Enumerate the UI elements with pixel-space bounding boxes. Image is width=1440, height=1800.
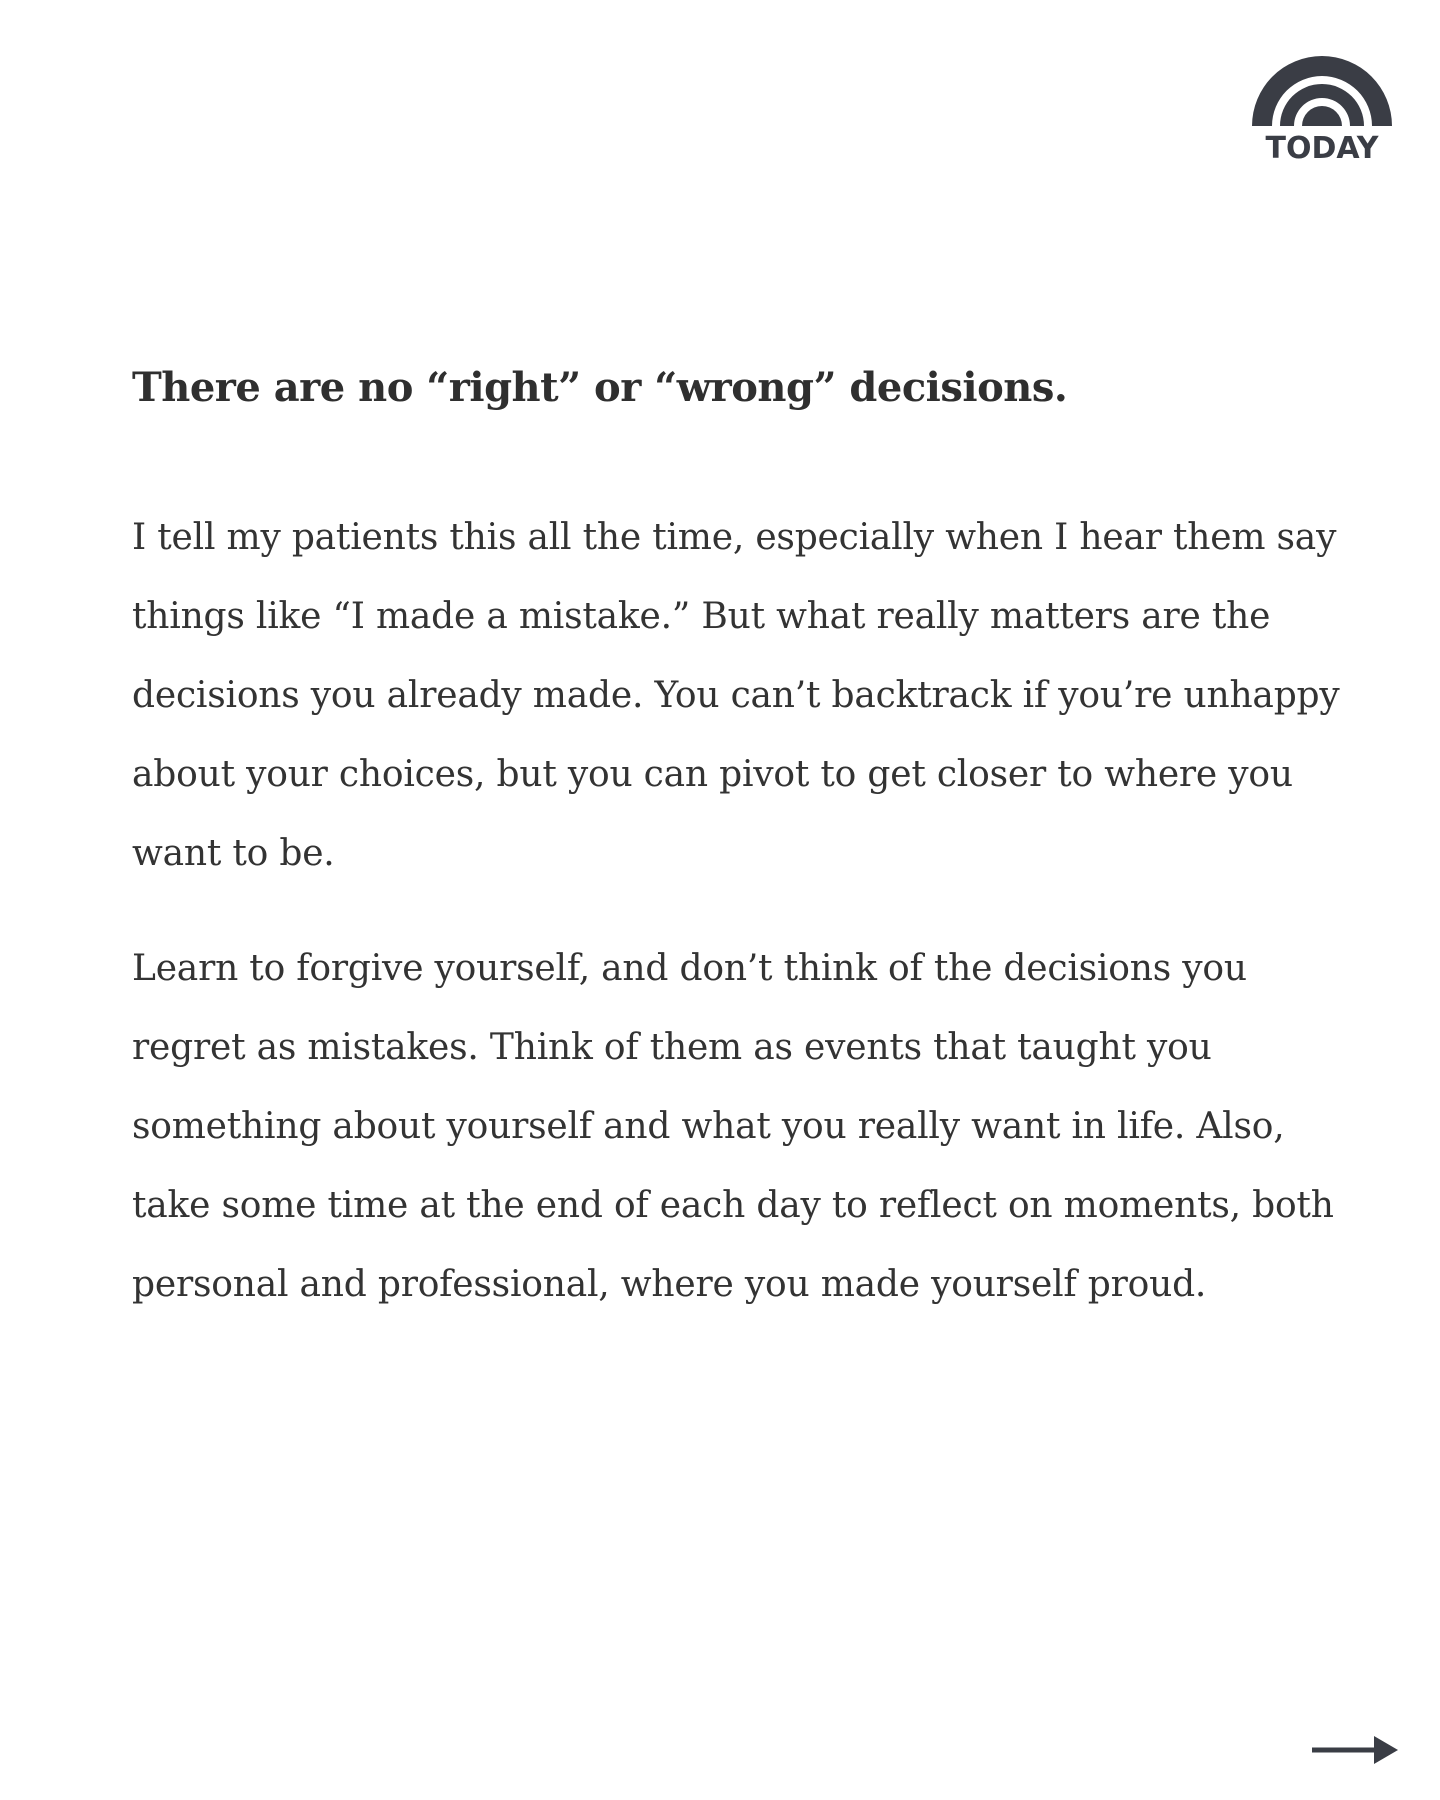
- logo-text: TODAY: [1265, 131, 1379, 166]
- article-paragraph-2: Learn to forgive yourself, and don’t think of the decisions you regret as mistakes. Think of them as events that taught you something about yourself and what you really want in life. Also, take some time at the end of each day to reflect on moments, both personal and professional, where you made yourself proud.: [132, 948, 1334, 1305]
- article-content: [132, 364, 1362, 1324]
- rainbow-arc-icon: [1252, 56, 1392, 132]
- today-logo: [1252, 56, 1392, 164]
- arrow-right-icon: [1312, 1730, 1402, 1770]
- next-slide-button[interactable]: [1312, 1730, 1402, 1770]
- article-heading: There are no “right” or “wrong” decisions.: [132, 364, 1068, 411]
- article-paragraph-1: I tell my patients this all the time, especially when I hear them say things like “I made a mistake.” But what really matters are the decisions you already made. You can’t backtrack if you’re unhappy about your choices, but you can pivot to get closer to where you want to be.: [132, 517, 1340, 874]
